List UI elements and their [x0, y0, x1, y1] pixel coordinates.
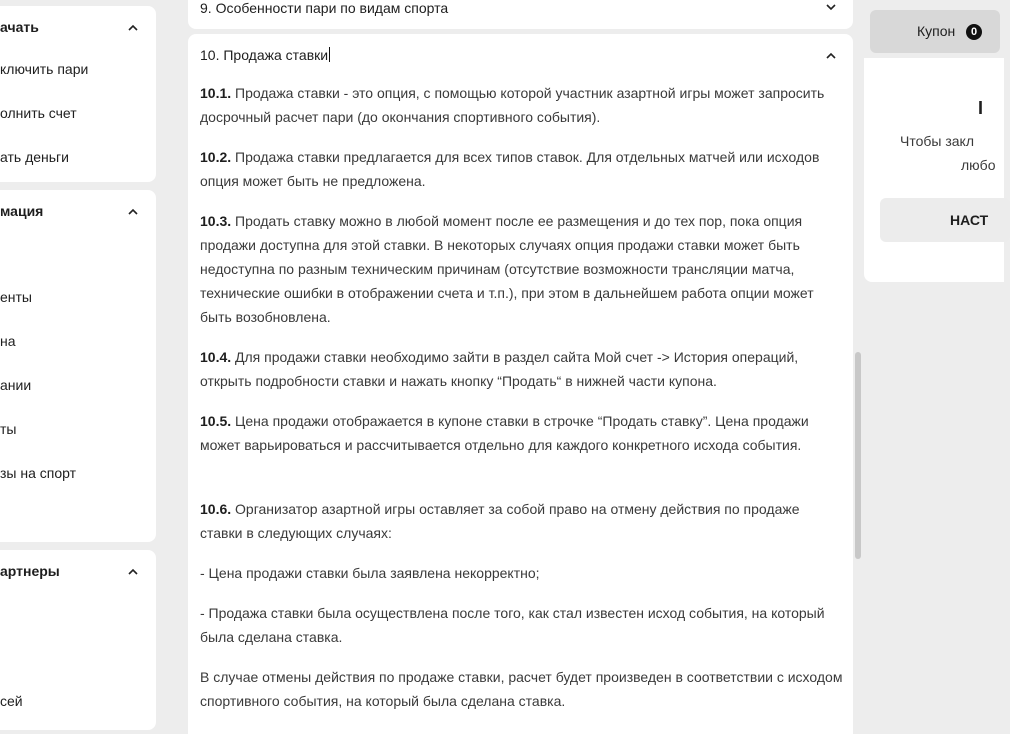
- chevron-up-icon[interactable]: [127, 22, 139, 34]
- sidebar-section-partners: [0, 550, 156, 730]
- sidebar-item[interactable]: ключить пари: [0, 61, 89, 77]
- chevron-up-icon[interactable]: [127, 566, 139, 578]
- coupon-heading: I: [978, 98, 984, 118]
- sidebar-item[interactable]: ании: [0, 377, 32, 393]
- rule-text: Для продажи ставки необходимо зайти в раздел сайта Мой счет -> История операций, открыть подробности ставки и нажать кнопку “Продать“ в нижней части купона.: [200, 349, 799, 389]
- sidebar-item[interactable]: енты: [0, 289, 32, 305]
- rule-paragraph: [200, 409, 845, 457]
- rule-paragraph: [200, 601, 845, 649]
- sidebar-item[interactable]: ты: [0, 421, 17, 437]
- rule-number: 10.5.: [200, 413, 232, 429]
- accordion-section-9[interactable]: [188, 0, 853, 29]
- sidebar-item[interactable]: сей: [0, 693, 23, 709]
- rule-paragraph: [200, 81, 845, 129]
- accordion-section-10: [188, 34, 853, 734]
- rule-text: Цена продажи отображается в купоне ставки в строчке “Продать ставку”. Цена продажи может варьироваться и рассчитывается отдельно для каждого конкретного исхода события.: [200, 413, 809, 453]
- rule-number: 10.3.: [200, 213, 232, 229]
- sidebar-section-title[interactable]: ачать: [0, 19, 39, 35]
- accordion-title-text: 10. Продажа ставки: [200, 47, 329, 63]
- rule-number: 10.2.: [200, 149, 232, 165]
- rule-text: В случае отмены действия по продаже ставки, расчет будет произведен в соответствии с исходом спортивного события, на который была сделана ставка.: [200, 669, 843, 709]
- rule-number: 10.1.: [200, 85, 232, 101]
- left-sidebar: [0, 0, 156, 717]
- chevron-down-icon[interactable]: [825, 1, 837, 13]
- sidebar-section-info: [0, 190, 156, 542]
- coupon-settings-button[interactable]: [880, 198, 1010, 242]
- rule-paragraph: [200, 561, 845, 585]
- coupon-panel: [864, 0, 996, 717]
- text-cursor: [329, 47, 330, 62]
- sidebar-section-start: [0, 6, 156, 182]
- accordion-title[interactable]: 9. Особенности пари по видам спорта: [200, 0, 449, 16]
- sidebar-section-title[interactable]: мация: [0, 203, 44, 219]
- sidebar-section-title[interactable]: артнеры: [0, 563, 60, 579]
- coupon-count-badge: 0: [966, 24, 982, 40]
- sidebar-item[interactable]: олнить счет: [0, 105, 77, 121]
- rule-paragraph: [200, 345, 845, 393]
- rule-text: Организатор азартной игры оставляет за собой право на отмену действия по продаже ставки в следующих случаях:: [200, 501, 800, 541]
- coupon-hint-text: Чтобы закл: [900, 133, 974, 149]
- chevron-up-icon[interactable]: [127, 206, 139, 218]
- rule-text: Продажа ставки - это опция, с помощью которой участник азартной игры может запросить досрочный расчет пари (до окончания спортивного события).: [200, 85, 825, 125]
- rule-paragraph: [200, 145, 845, 193]
- rule-paragraph: [200, 497, 845, 545]
- accordion-title[interactable]: [200, 47, 330, 63]
- coupon-hint-text: любо: [961, 157, 996, 173]
- sidebar-item[interactable]: на: [0, 333, 16, 349]
- rule-number: 10.4.: [200, 349, 232, 365]
- coupon-body: [864, 58, 1004, 282]
- rule-number: 10.6.: [200, 501, 232, 517]
- coupon-tab[interactable]: [870, 10, 1000, 53]
- rule-text: - Цена продажи ставки была заявлена некорректно;: [200, 565, 540, 581]
- rule-text: Продать ставку можно в любой момент после ее размещения и до тех пор, пока опция продажи доступна для этой ставки. В некоторых случаях опция продажи ставки может быть недоступна по разным техническим причинам (отсутствие возможности трансляции матча, технические ошибки в отображении счета и т.п.), при этом в дальнейшем работа опции может быть возобновлена.: [200, 213, 814, 325]
- coupon-button-label: НАСТ: [950, 212, 989, 228]
- coupon-tab-label: Купон: [917, 23, 956, 39]
- rule-text: Продажа ставки предлагается для всех типов ставок. Для отдельных матчей или исходов опция может быть не предложена.: [200, 149, 820, 189]
- rule-paragraph: [200, 209, 845, 329]
- sidebar-item[interactable]: ать деньги: [0, 149, 69, 165]
- rule-text: - Продажа ставки была осуществлена после того, как стал известен исход события, на который была сделана ставка.: [200, 605, 825, 645]
- chevron-up-icon[interactable]: [825, 50, 837, 62]
- sidebar-item[interactable]: зы на спорт: [0, 465, 77, 481]
- rule-paragraph: [200, 665, 845, 713]
- scrollbar-thumb[interactable]: [855, 352, 861, 559]
